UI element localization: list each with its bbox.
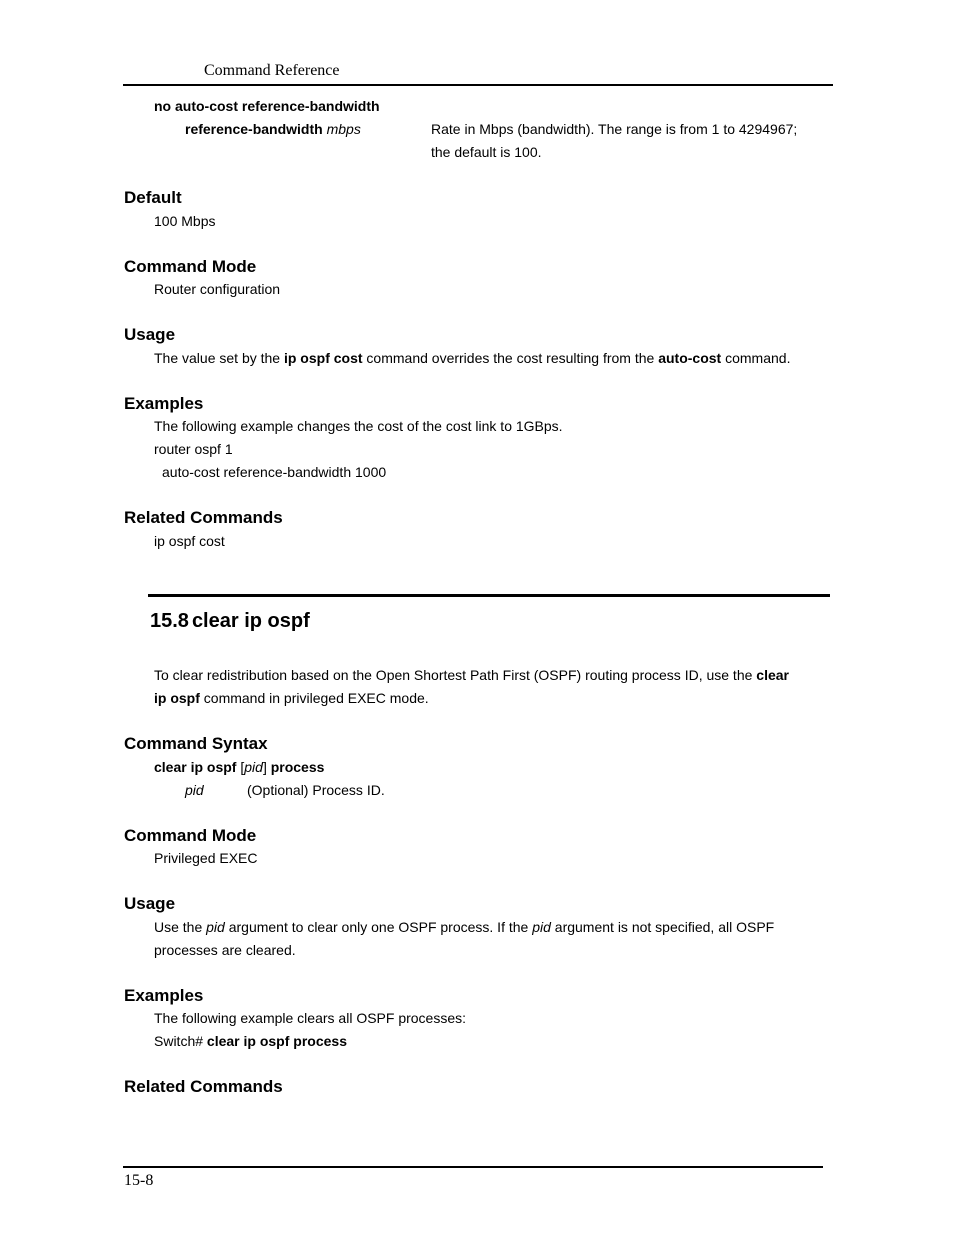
syntax-argument: pid bbox=[244, 759, 263, 775]
cli-prompt: Switch# bbox=[154, 1033, 207, 1049]
command-mode-heading: Command Mode bbox=[124, 826, 257, 845]
usage-line-2: processes are cleared. bbox=[154, 942, 296, 958]
syntax-bracket: [ bbox=[236, 759, 245, 775]
param-bold: reference-bandwidth bbox=[185, 121, 323, 137]
examples-intro: The following example clears all OSPF processes: bbox=[154, 1010, 467, 1026]
default-heading: Default bbox=[124, 188, 182, 207]
command-mode-heading: Command Mode bbox=[124, 257, 257, 276]
usage-text-part: Use the bbox=[154, 919, 207, 935]
command-mode-text: Router configuration bbox=[154, 281, 281, 297]
param-description: (Optional) Process ID. bbox=[247, 782, 385, 798]
examples-heading: Examples bbox=[124, 986, 204, 1005]
intro-keyword: ip ospf bbox=[154, 690, 200, 706]
usage-argument: pid bbox=[532, 919, 551, 935]
usage-argument: pid bbox=[206, 919, 225, 935]
usage-text-part: argument to clear only one OSPF process. If the bbox=[224, 919, 533, 935]
usage-text-part: command overrides the cost resulting from the bbox=[362, 350, 659, 366]
usage-keyword: ip ospf cost bbox=[283, 350, 363, 366]
intro-text-part: To clear redistribution based on the Open Shortest Path First (OSPF) routing process ID, use the bbox=[154, 667, 757, 683]
example-code-line: auto-cost reference-bandwidth 1000 bbox=[162, 464, 387, 480]
usage-text-part: command. bbox=[721, 350, 791, 366]
syntax-bracket: ] bbox=[262, 759, 271, 775]
usage-text bbox=[154, 350, 790, 366]
syntax-line bbox=[154, 759, 324, 775]
intro-text-part: command in privileged EXEC mode. bbox=[199, 690, 429, 706]
running-header: Command Reference bbox=[204, 62, 340, 79]
param-italic: mbps bbox=[326, 121, 361, 137]
examples-intro: The following example changes the cost of the cost link to 1GBps. bbox=[154, 418, 563, 434]
syntax-line: no auto-cost reference-bandwidth bbox=[154, 98, 380, 114]
section-rule bbox=[148, 594, 830, 597]
syntax-keyword: clear ip ospf bbox=[154, 759, 237, 775]
usage-heading: Usage bbox=[124, 894, 176, 913]
intro-keyword: clear bbox=[756, 667, 789, 683]
intro-line-2 bbox=[154, 690, 429, 706]
example-code-line bbox=[154, 1033, 347, 1049]
command-syntax-heading: Command Syntax bbox=[124, 734, 268, 753]
related-command-link: ip ospf cost bbox=[154, 533, 225, 549]
related-commands-heading: Related Commands bbox=[124, 1077, 283, 1096]
cli-command: clear ip ospf process bbox=[206, 1033, 347, 1049]
param-description-line-2: the default is 100. bbox=[431, 144, 542, 160]
usage-text-part: argument is not specified, all OSPF bbox=[550, 919, 775, 935]
usage-line-1 bbox=[154, 919, 774, 935]
section-name: clear ip ospf bbox=[191, 610, 310, 632]
intro-line-1 bbox=[154, 667, 789, 683]
examples-heading: Examples bbox=[124, 394, 204, 413]
header-rule bbox=[123, 84, 833, 86]
param-name: pid bbox=[185, 782, 204, 798]
example-code-line: router ospf 1 bbox=[154, 441, 233, 457]
usage-keyword: auto-cost bbox=[658, 350, 722, 366]
usage-heading: Usage bbox=[124, 325, 176, 344]
syntax-keyword: process bbox=[270, 759, 325, 775]
page-number: 15-8 bbox=[124, 1172, 154, 1189]
footer-rule bbox=[123, 1166, 823, 1168]
command-mode-text: Privileged EXEC bbox=[154, 850, 258, 866]
default-text: 100 Mbps bbox=[154, 213, 216, 229]
usage-text-part: The value set by the bbox=[154, 350, 284, 366]
section-title bbox=[150, 610, 310, 633]
related-commands-heading: Related Commands bbox=[124, 508, 283, 527]
section-number: 15.8 bbox=[150, 610, 189, 632]
param-name bbox=[185, 121, 361, 137]
param-description-line-1: Rate in Mbps (bandwidth). The range is from 1 to 4294967; bbox=[431, 121, 798, 137]
